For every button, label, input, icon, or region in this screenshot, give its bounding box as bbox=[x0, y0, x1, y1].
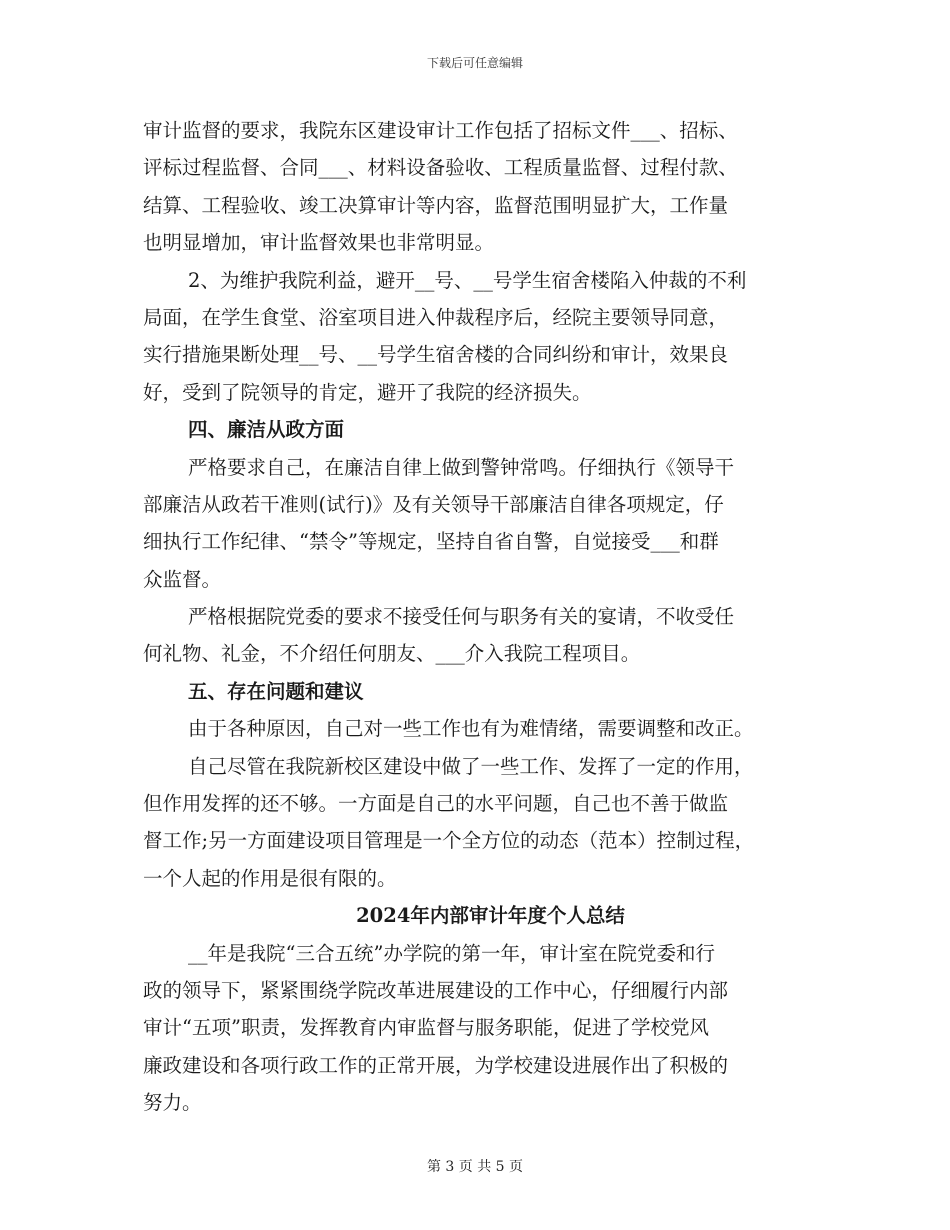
paragraph-start-line: __年是我院“三合五统”办学院的第一年，审计室在院党委和行 bbox=[188, 941, 715, 965]
paragraph-start-line: 严格根据院党委的要求不接受任何与职务有关的宴请，不收受任 bbox=[188, 605, 735, 629]
paragraph-start-line: 严格要求自己，在廉洁自律上做到警钟常鸣。仔细执行《领导干 bbox=[188, 455, 735, 479]
body-line: 何礼物、礼金，不介绍任何朋友、___介入我院工程项目。 bbox=[143, 642, 641, 666]
body-line: 审计监督的要求，我院东区建设审计工作包括了招标文件___、招标、 bbox=[143, 119, 738, 142]
paragraph-start-line: 2、为维护我院利益，避开__号、__号学生宿舍楼陷入仲裁的不利 bbox=[188, 268, 747, 292]
body-line: 实行措施果断处理__号、__号学生宿舍楼的合同纠纷和审计，效果良 bbox=[143, 343, 729, 367]
body-line: 也明显增加，审计监督效果也非常明显。 bbox=[143, 231, 495, 255]
body-line: 审计“五项”职责，发挥教育内审监督与服务职能，促进了学校党风 bbox=[143, 1016, 709, 1040]
body-line: 部廉洁从政若干准则(试行)》及有关领导干部廉洁自律各项规定，仔 bbox=[143, 492, 724, 516]
section-heading: 四、廉洁从政方面 bbox=[188, 418, 345, 442]
body-line: 廉政建设和各项行政工作的正常开展，为学校建设进展作出了积极的 bbox=[143, 1053, 729, 1077]
document-title: 2024年内部审计年度个人总结 bbox=[356, 904, 625, 928]
body-line: 细执行工作纪律、“禁令”等规定，坚持自省自警，自觉接受___和群 bbox=[143, 530, 719, 554]
body-line: 政的领导下，紧紧围绕学院改革进展建设的工作中心，仔细履行内部 bbox=[143, 978, 729, 1002]
paragraph-start-line: 由于各种原因，自己对一些工作也有为难情绪，需要调整和改正。 bbox=[188, 717, 754, 741]
body-line: 督工作;另一方面建设项目管理是一个全方位的动态（范本）控制过程， bbox=[143, 829, 755, 853]
body-line: 结算、工程验收、竣工决算审计等内容，监督范围明显扩大，工作量 bbox=[143, 193, 729, 217]
body-line: 好，受到了院领导的肯定，避开了我院的经济损失。 bbox=[143, 380, 592, 404]
section-heading: 五、存在问题和建议 bbox=[188, 679, 364, 703]
document-body bbox=[143, 112, 818, 1122]
body-line: 局面，在学生食堂、浴室项目进入仲裁程序后，经院主要领导同意， bbox=[143, 305, 729, 329]
page-footer: 第 3 页 共 5 页 bbox=[426, 1159, 524, 1175]
body-line: 一个人起的作用是很有限的。 bbox=[143, 866, 397, 890]
body-line: 评标过程监督、合同___、材料设备验收、工程质量监督、过程付款、 bbox=[143, 156, 738, 180]
body-line: 众监督。 bbox=[143, 567, 222, 591]
paragraph-start-line: 自己尽管在我院新校区建设中做了一些工作、发挥了一定的作用， bbox=[188, 754, 754, 778]
page-header: 下载后可任意编辑 bbox=[426, 56, 523, 70]
body-line: 但作用发挥的还不够。一方面是自己的水平问题，自己也不善于做监 bbox=[143, 792, 729, 816]
body-line: 努力。 bbox=[143, 1091, 202, 1115]
